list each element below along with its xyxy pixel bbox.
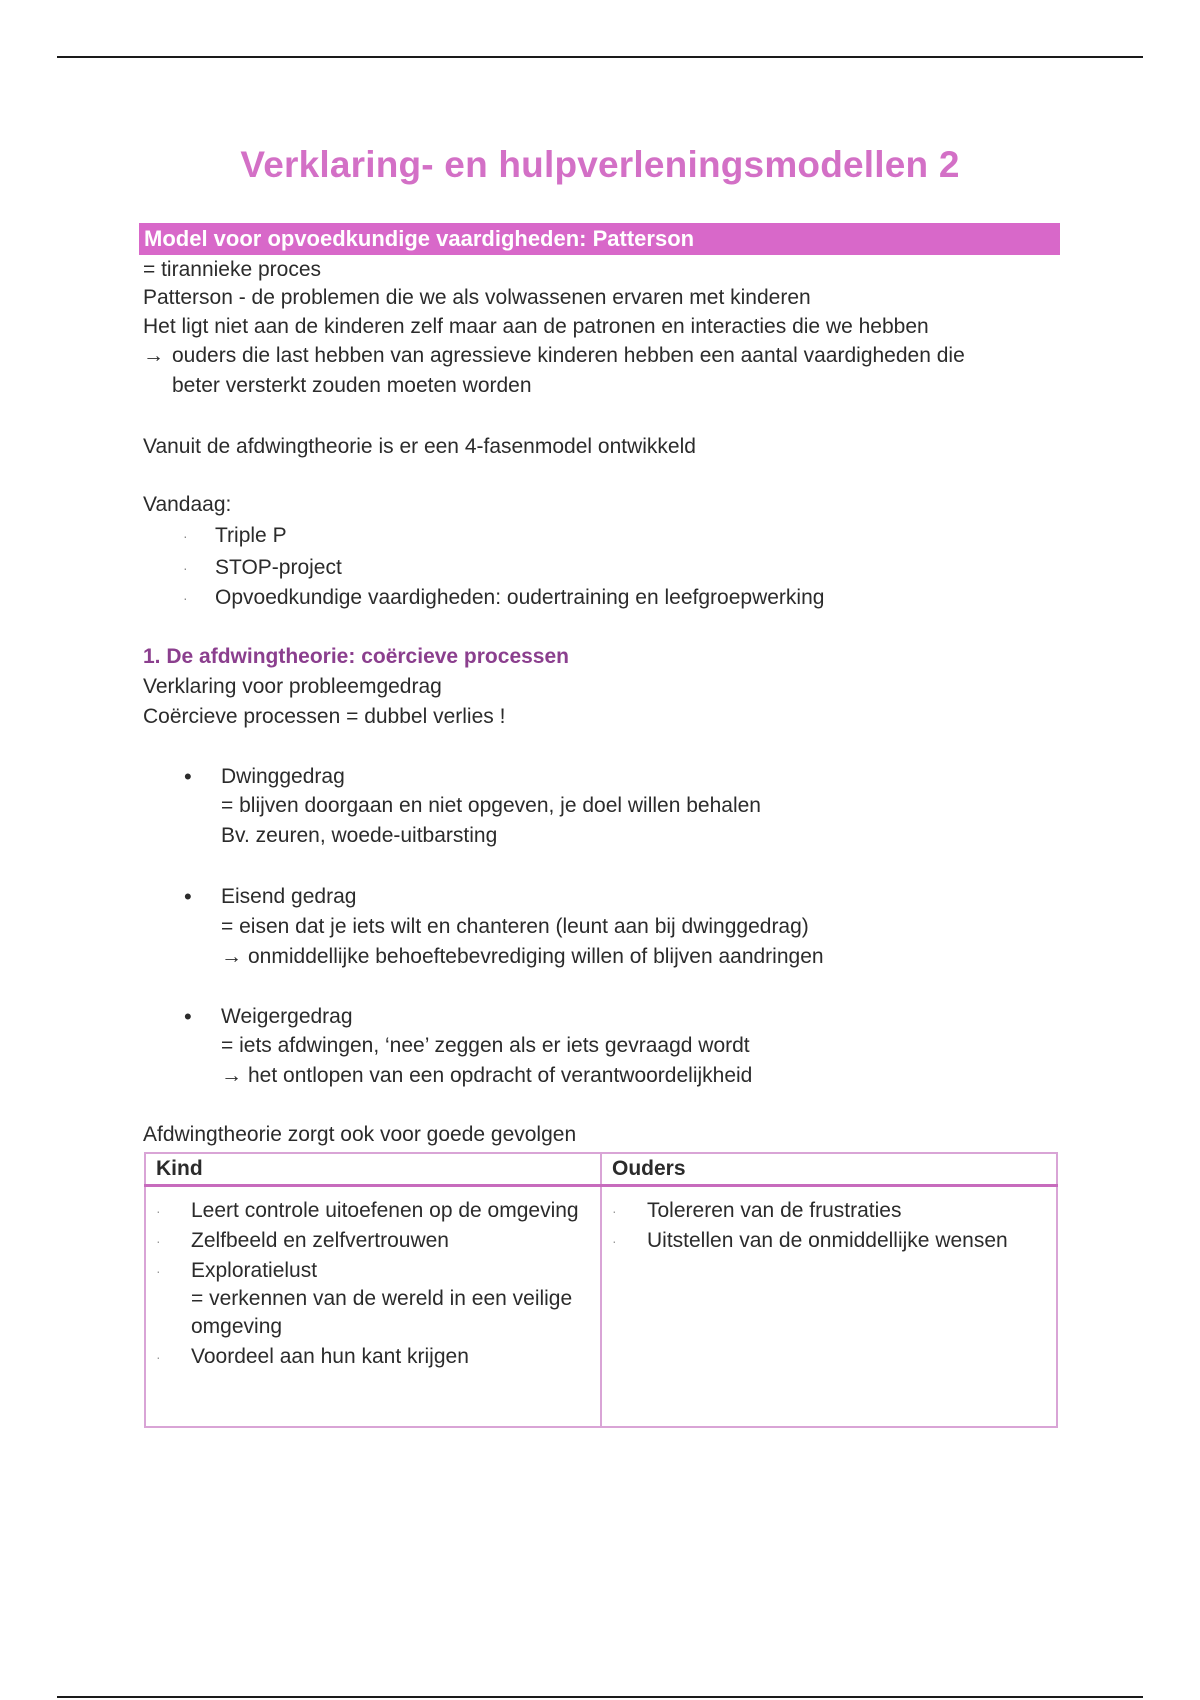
dot-icon: ·	[156, 1232, 161, 1249]
list-item-text: STOP-project	[215, 556, 342, 579]
list-item-text: Leert controle uitoefenen op de omgeving	[191, 1198, 579, 1222]
kind-cell	[145, 1185, 601, 1427]
section-heading: Model voor opvoedkundige vaardigheden: Patterson	[139, 223, 1060, 255]
list-item-subtext: = verkennen van de wereld in een veilige omgeving	[191, 1286, 573, 1338]
behavior-name: Eisend gedrag	[221, 885, 357, 908]
dot-icon: ·	[183, 590, 188, 607]
today-label: Vandaag:	[143, 493, 232, 516]
list-item-text: Triple P	[215, 524, 287, 547]
consequences-line: Afdwingtheorie zorgt ook voor goede gevolgen	[143, 1123, 577, 1146]
list-item	[612, 1197, 1046, 1225]
behavior-consequence-text: onmiddellijke behoeftebevrediging willen of blijven aandringen	[248, 945, 824, 968]
list-item	[156, 1343, 590, 1371]
dot-icon: ·	[183, 528, 188, 545]
interaction-line: Het ligt niet aan de kinderen zelf maar aan de patronen en interacties die we hebben	[143, 315, 929, 338]
list-item-text: Exploratielust	[191, 1258, 318, 1282]
arrow-line	[143, 343, 965, 369]
header-kind: Kind	[145, 1153, 601, 1185]
dot-icon: ·	[156, 1262, 161, 1279]
bullet-icon: •	[184, 884, 192, 909]
list-item-text: Uitstellen van de onmiddellijke wensen	[647, 1228, 1008, 1252]
fase-line: Vanuit de afdwingtheorie is er een 4-fasenmodel ontwikkeld	[143, 435, 696, 458]
page-title: Verklaring- en hulpverleningsmodellen 2	[240, 144, 960, 185]
table-header-row	[145, 1153, 1057, 1185]
list-item-text: Zelfbeeld en zelfvertrouwen	[191, 1228, 449, 1252]
ouders-cell	[601, 1185, 1057, 1427]
dot-icon: ·	[156, 1348, 161, 1365]
list-item-text: Voordeel aan hun kant krijgen	[191, 1344, 469, 1368]
table-row	[145, 1185, 1057, 1427]
dot-icon: ·	[612, 1202, 617, 1219]
coercive-line: Coërcieve processen = dubbel verlies !	[143, 705, 506, 728]
behavior-name: Dwinggedrag	[221, 765, 345, 788]
behavior-example: Bv. zeuren, woede-uitbarsting	[221, 824, 498, 847]
behavior-definition: = eisen dat je iets wilt en chanteren (leunt aan bij dwinggedrag)	[221, 915, 809, 938]
list-item	[156, 1227, 590, 1255]
dot-icon: ·	[156, 1202, 161, 1219]
behavior-definition: = iets afdwingen, ‘nee’ zeggen als er iets gevraagd wordt	[221, 1034, 750, 1057]
arrow-line-text: ouders die last hebben van agressieve kinderen hebben een aantal vaardigheden die	[172, 344, 965, 367]
definition-line: = tirannieke proces	[143, 258, 322, 281]
behavior-definition: = blijven doorgaan en niet opgeven, je doel willen behalen	[221, 794, 761, 817]
dot-icon: ·	[612, 1232, 617, 1249]
list-item-text: Tolereren van de frustraties	[647, 1198, 902, 1222]
list-item	[156, 1257, 590, 1341]
bullet-icon: •	[184, 1004, 192, 1029]
consequences-table	[144, 1152, 1058, 1428]
list-item	[156, 1197, 590, 1225]
list-item-text: Opvoedkundige vaardigheden: oudertraining en leefgroepwerking	[215, 586, 825, 609]
patterson-line: Patterson - de problemen die we als volwassenen ervaren met kinderen	[143, 286, 811, 309]
list-item	[183, 523, 287, 549]
behavior-name: Weigergedrag	[221, 1005, 353, 1028]
list-item	[183, 585, 824, 611]
top-rule	[57, 56, 1143, 58]
ouders-list	[612, 1197, 1046, 1255]
arrow-icon: →	[221, 1064, 242, 1087]
bottom-rule	[57, 1696, 1143, 1698]
list-item	[183, 555, 342, 581]
bullet-icon: •	[184, 764, 192, 789]
list-item	[612, 1227, 1046, 1255]
subsection-heading: 1. De afdwingtheorie: coërcieve processen	[143, 645, 569, 668]
arrow-line-continuation: beter versterkt zouden moeten worden	[172, 374, 532, 397]
arrow-icon: →	[143, 344, 164, 367]
dot-icon: ·	[183, 560, 188, 577]
behavior-consequence	[221, 1063, 752, 1089]
kind-list	[156, 1197, 590, 1371]
behavior-consequence	[221, 944, 824, 970]
arrow-icon: →	[221, 945, 242, 968]
explanation-line: Verklaring voor probleemgedrag	[143, 675, 442, 698]
header-ouders: Ouders	[601, 1153, 1057, 1185]
behavior-consequence-text: het ontlopen van een opdracht of verantwoordelijkheid	[248, 1064, 753, 1087]
